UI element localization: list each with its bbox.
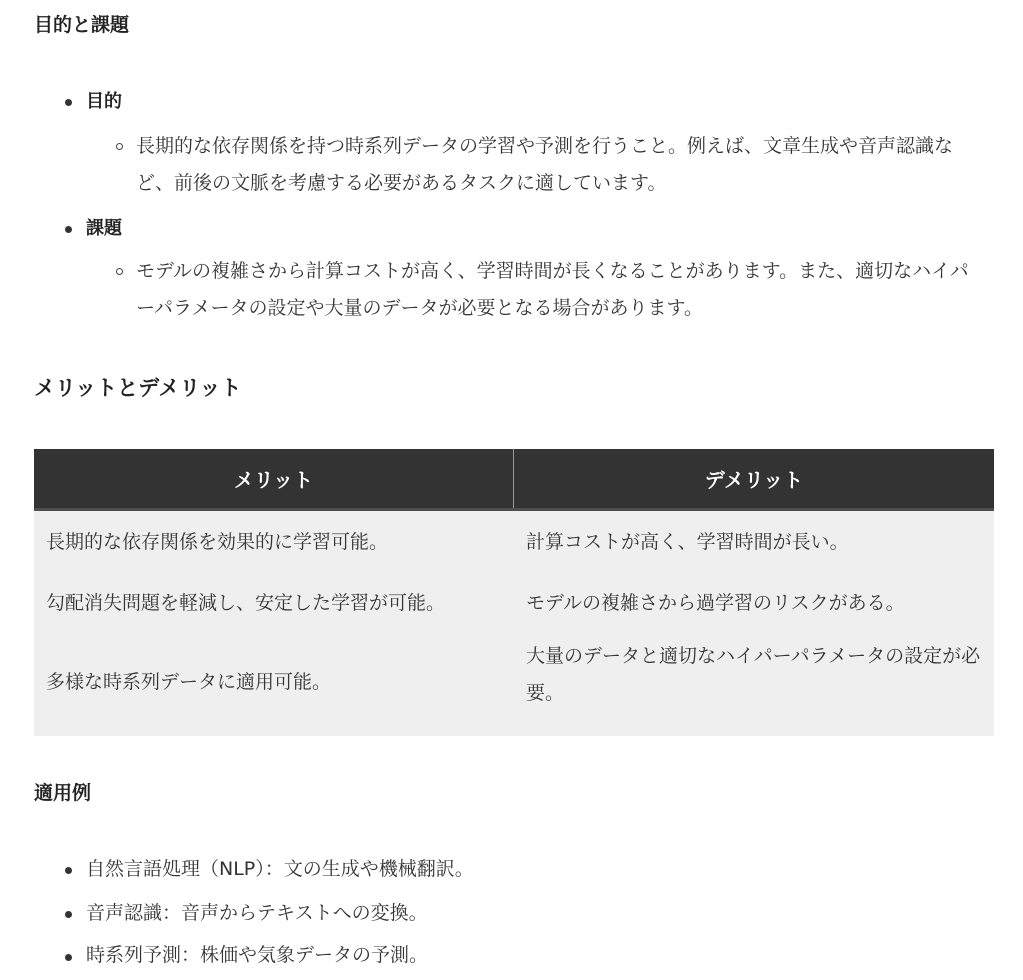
list-item: 時系列予測：株価や気象データの予測。: [86, 944, 429, 966]
bullet-dot: [65, 911, 72, 918]
table-header: [34, 449, 994, 511]
bullet-circle: [116, 143, 123, 150]
bullet-dot: [65, 226, 72, 233]
table-header-demerit: デメリット: [704, 468, 804, 492]
section-heading-merits-demerits: メリットとデメリット: [34, 376, 242, 400]
table-cell: 勾配消失問題を軽減し、安定した学習が可能。: [46, 592, 446, 614]
section-heading-applications: 適用例: [34, 782, 92, 804]
bullet-dot: [65, 99, 72, 106]
table-cell: モデルの複雑さから過学習のリスクがある。: [526, 592, 905, 614]
list-item-issues-text: モデルの複雑さから計算コストが高く、学習時間が長くなることがあります。また、適切なハイパーパラメータの設定や大量のデータが必要となる場合があります。: [136, 260, 969, 319]
bullet-dot: [65, 867, 72, 874]
table-cell: 大量のデータと適切なハイパーパラメータの設定が必要。: [526, 645, 981, 704]
table-body: [34, 511, 994, 736]
list-item: 自然言語処理（NLP）：文の生成や機械翻訳。: [86, 858, 474, 880]
bullet-dot: [65, 954, 72, 961]
table-header-merit: メリット: [233, 468, 314, 492]
list-item-purpose-label: 目的: [86, 91, 122, 112]
list-item-issues-label: 課題: [86, 218, 122, 239]
list-item: 音声認識：音声からテキストへの変換。: [86, 902, 428, 924]
table-cell: 計算コストが高く、学習時間が長い。: [526, 531, 849, 553]
merits-demerits-table: [34, 449, 994, 736]
list-item-purpose-text: 長期的な依存関係を持つ時系列データの学習や予測を行うこと。例えば、文章生成や音声認識など、前後の文脈を考慮する必要があるタスクに適しています。: [136, 135, 954, 194]
bullet-circle: [116, 268, 123, 275]
section-heading-purpose-issues: 目的と課題: [34, 14, 130, 36]
table-cell: 長期的な依存関係を効果的に学習可能。: [46, 531, 389, 553]
table-cell: 多様な時系列データに適用可能。: [46, 671, 332, 693]
